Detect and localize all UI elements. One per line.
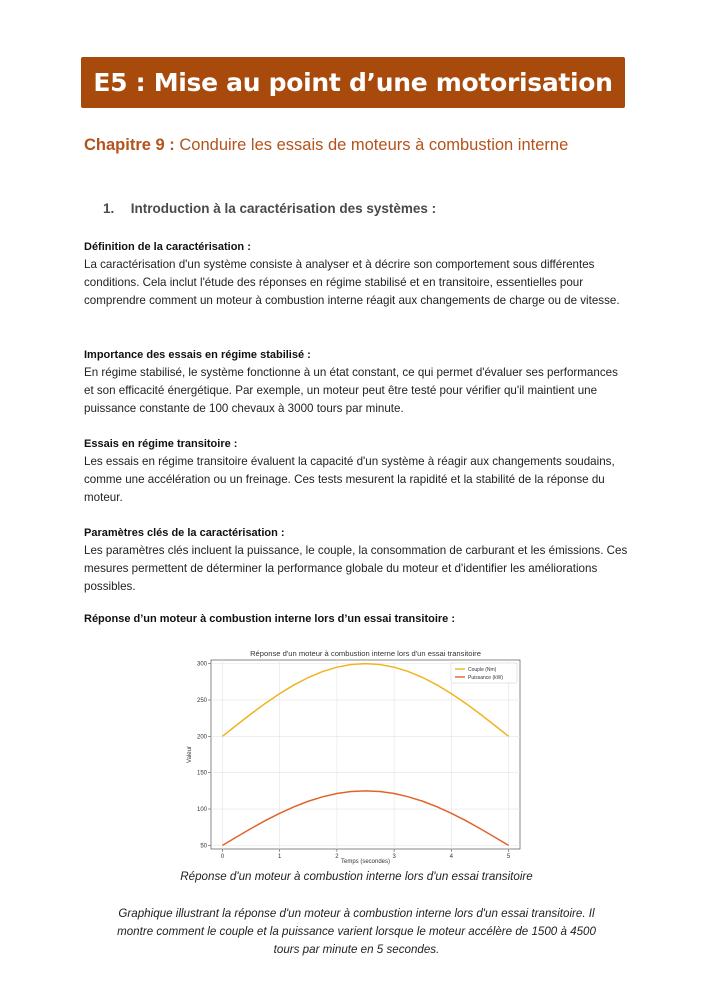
legend-label: Couple (Nm) [468,667,497,673]
section-number: 1. [103,201,115,216]
x-tick-label: 2 [335,854,339,860]
figure-heading: Réponse d’un moteur à combustion interne lors d’un essai transitoire : [84,613,456,625]
figure-description: Graphique illustrant la réponse d'un moteur à combustion interne lors d'un essai transitoire. Il montre comment le couple et la puissance varient lorsque le moteur accélère de 1500 à 4500 tours par minute en 5 secondes. [117,907,596,956]
header-banner [81,57,625,108]
chart-title: Réponse d'un moteur à combustion interne lors d'un essai transitoire [250,649,481,658]
legend-label: Puissance (kW) [468,675,504,681]
y-tick-label: 100 [196,807,207,814]
definition-text: La caractérisation d'un système consiste à analyser et à décrire son comportement sous différentes conditions. Cela inclut l'étude des réponses en régime stabilisé et en transitoire, essentielles pour comprendre comment un moteur à combustion interne réagit aux changements de charge ou de vitesse. [84,258,620,307]
stable-block [84,346,629,418]
parameters-block [84,524,629,596]
page-title: E5 : Mise au point d’une motorisation [93,68,613,97]
transient-text: Les essais en régime transitoire évaluent la capacité d'un système à réagir aux changements soudains, comme une accélération ou un freinage. Ces tests mesurent la rapidité et la stabilité de la réponse du moteur. [84,455,615,504]
x-tick-label: 4 [449,854,454,860]
x-tick-label: 0 [220,854,225,860]
stable-text: En régime stabilisé, le système fonctionne à un état constant, ce qui permet d'évaluer ses performances et son efficacité énergétique. Par exemple, un moteur peut être testé pour vérifier qu'il maintient une puissance constante de 100 chevaux à 3000 tours par minute. [84,366,618,415]
x-tick-label: 5 [506,854,511,860]
figure-caption: Réponse d'un moteur à combustion interne lors d'un essai transitoire [180,870,533,883]
stable-heading: Importance des essais en régime stabilisé : [84,349,311,361]
transient-block [84,435,629,507]
y-tick-label: 300 [196,661,207,668]
chapter-label: Chapitre 9 : [84,136,175,154]
y-tick-label: 50 [200,843,207,850]
chapter-title: Conduire les essais de moteurs à combustion interne [179,136,569,154]
definition-heading: Définition de la caractérisation : [84,241,251,253]
chapter-heading [84,133,604,157]
transient-heading: Essais en régime transitoire : [84,438,238,450]
y-tick-label: 150 [196,770,207,777]
section-title: Introduction à la caractérisation des systèmes : [130,201,437,216]
x-axis-label: Temps (secondes) [340,859,391,865]
y-tick-label: 200 [196,734,207,741]
y-tick-label: 250 [196,697,207,704]
section-heading [103,201,436,216]
x-tick-label: 1 [277,854,282,860]
transient-response-chart [183,646,529,868]
y-axis-label: Valeur [187,746,193,763]
x-tick-label: 3 [392,854,396,860]
plot-area [211,660,520,849]
parameters-heading: Paramètres clés de la caractérisation : [84,527,285,539]
definition-block [84,238,629,310]
parameters-text: Les paramètres clés incluent la puissance, le couple, la consommation de carburant et les émissions. Ces mesures permettent de déterminer la performance globale du moteur et d'identifier les améliorations possibles. [84,544,628,593]
